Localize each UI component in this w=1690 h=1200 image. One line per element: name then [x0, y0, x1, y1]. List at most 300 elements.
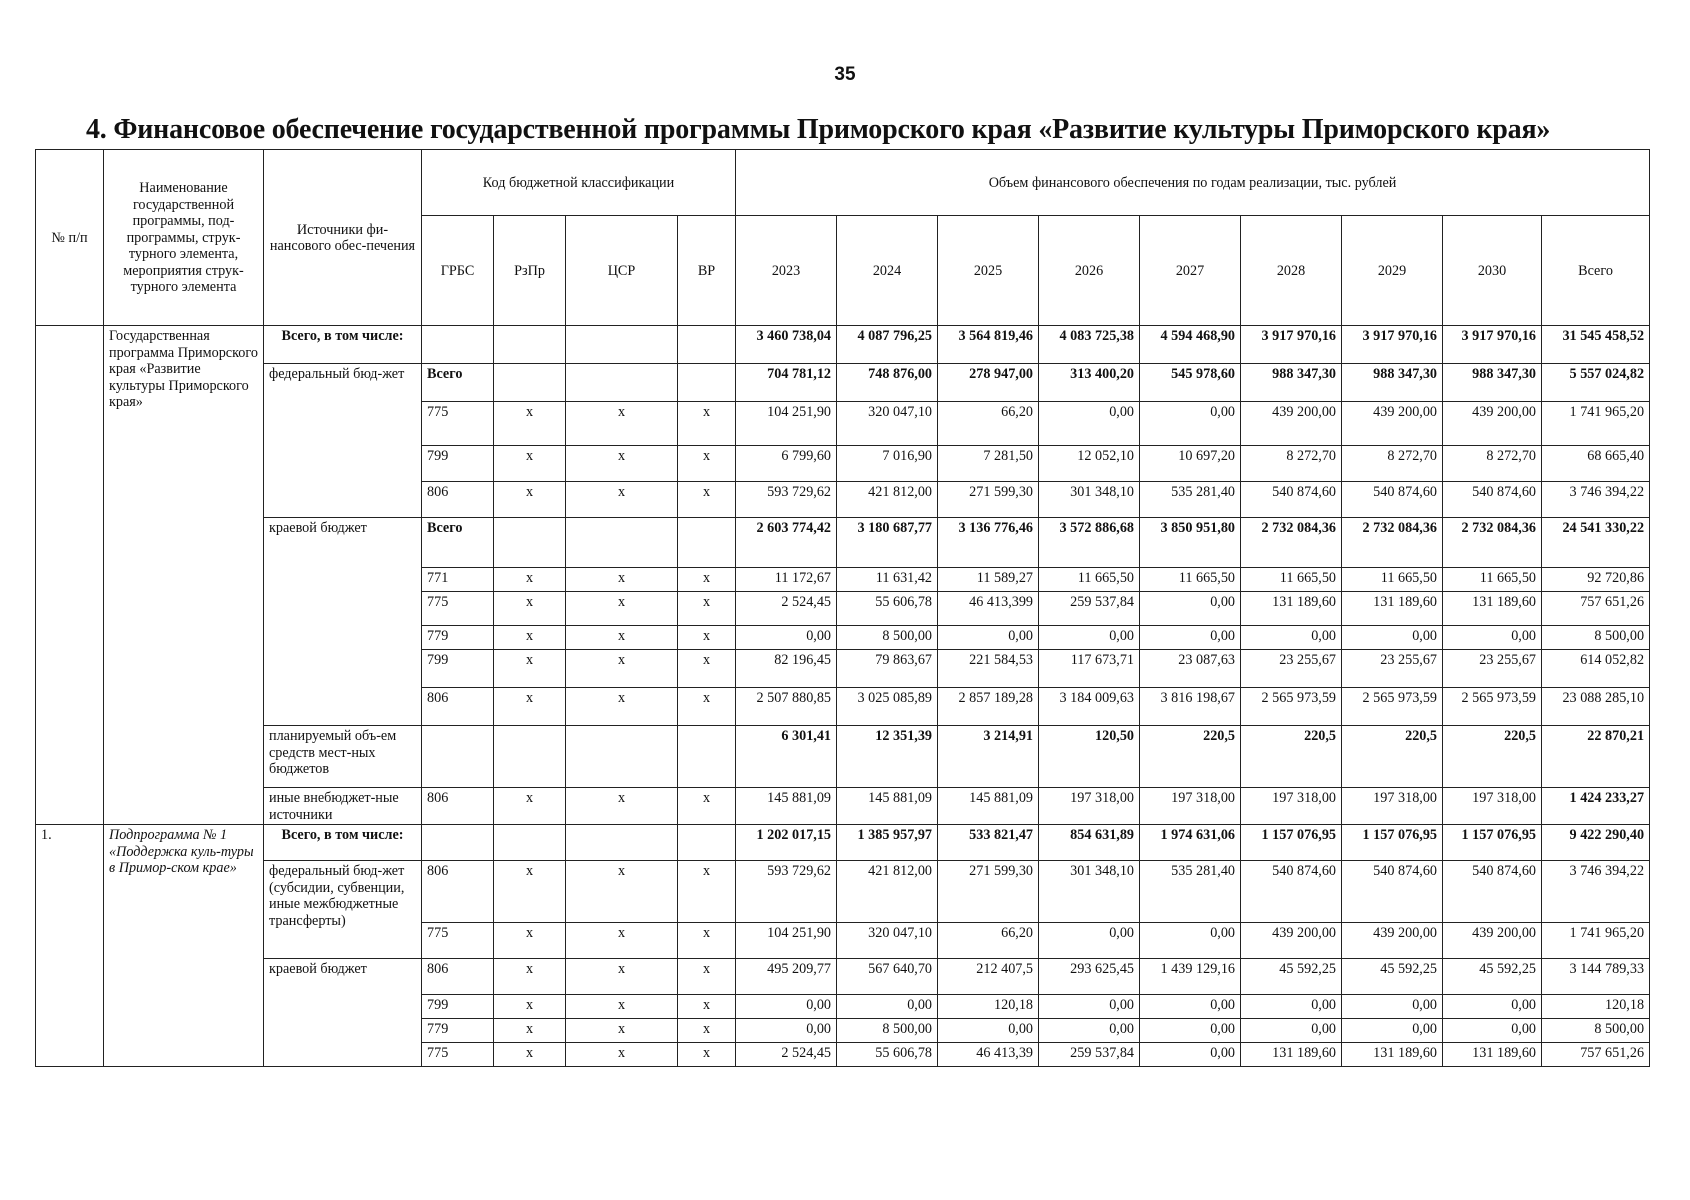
subprogram-name: Подпрограмма № 1 «Поддержка куль-туры в Примор-ском крае» — [104, 825, 264, 1067]
year-value-cell: 748 876,00 — [837, 364, 938, 402]
rzpr-cell — [494, 364, 566, 402]
header-year: 2029 — [1342, 216, 1443, 326]
total-value-cell: 8 500,00 — [1542, 1019, 1650, 1043]
header-grbs: ГРБС — [422, 216, 494, 326]
year-value-cell: 3 917 970,16 — [1443, 326, 1542, 364]
year-value-cell: 2 857 189,28 — [938, 688, 1039, 726]
year-value-cell: 0,00 — [1140, 923, 1241, 959]
year-value-cell: 0,00 — [1241, 995, 1342, 1019]
year-value-cell: 1 157 076,95 — [1342, 825, 1443, 861]
total-value-cell: 31 545 458,52 — [1542, 326, 1650, 364]
year-value-cell: 3 460 738,04 — [736, 326, 837, 364]
header-year: 2024 — [837, 216, 938, 326]
total-value-cell: 5 557 024,82 — [1542, 364, 1650, 402]
vr-cell: x — [678, 446, 736, 482]
vr-cell: x — [678, 861, 736, 923]
header-volume-group: Объем финансового обеспечения по годам реализации, тыс. рублей — [736, 150, 1650, 216]
grbs-cell: 806 — [422, 688, 494, 726]
year-value-cell: 421 812,00 — [837, 482, 938, 518]
grbs-cell: 775 — [422, 923, 494, 959]
total-value-cell: 24 541 330,22 — [1542, 518, 1650, 568]
year-value-cell: 704 781,12 — [736, 364, 837, 402]
year-value-cell: 6 301,41 — [736, 726, 837, 788]
rzpr-cell — [494, 326, 566, 364]
rzpr-cell: x — [494, 650, 566, 688]
year-value-cell: 0,00 — [837, 995, 938, 1019]
document-title: 4. Финансовое обеспечение государственной программы Приморского края «Развитие культуры Приморского края» — [86, 114, 1551, 145]
vr-cell: x — [678, 568, 736, 592]
vr-cell: x — [678, 482, 736, 518]
header-name: Наименование государственной программы, под-программы, струк-турного элемента, мероприятия струк-турного элемента — [104, 150, 264, 326]
year-value-cell: 8 500,00 — [837, 1019, 938, 1043]
table-body — [36, 326, 1650, 1067]
grbs-cell: 779 — [422, 626, 494, 650]
year-value-cell: 104 251,90 — [736, 923, 837, 959]
table-row — [36, 861, 1650, 923]
year-value-cell: 0,00 — [1241, 626, 1342, 650]
year-value-cell: 131 189,60 — [1342, 1043, 1443, 1067]
year-value-cell: 4 594 468,90 — [1140, 326, 1241, 364]
year-value-cell: 220,5 — [1140, 726, 1241, 788]
csr-cell: x — [566, 688, 678, 726]
total-value-cell: 120,18 — [1542, 995, 1650, 1019]
year-value-cell: 495 209,77 — [736, 959, 837, 995]
year-value-cell: 11 172,67 — [736, 568, 837, 592]
year-value-cell: 854 631,89 — [1039, 825, 1140, 861]
year-value-cell: 8 500,00 — [837, 626, 938, 650]
grbs-cell: 799 — [422, 995, 494, 1019]
header-year: 2023 — [736, 216, 837, 326]
rzpr-cell — [494, 726, 566, 788]
year-value-cell: 3 850 951,80 — [1140, 518, 1241, 568]
year-value-cell: 55 606,78 — [837, 1043, 938, 1067]
year-value-cell: 3 025 085,89 — [837, 688, 938, 726]
year-value-cell: 0,00 — [1140, 592, 1241, 626]
year-value-cell: 0,00 — [1140, 626, 1241, 650]
year-value-cell: 82 196,45 — [736, 650, 837, 688]
header-year: 2025 — [938, 216, 1039, 326]
year-value-cell: 0,00 — [1039, 995, 1140, 1019]
year-value-cell: 1 385 957,97 — [837, 825, 938, 861]
year-value-cell: 197 318,00 — [1342, 788, 1443, 825]
year-value-cell: 6 799,60 — [736, 446, 837, 482]
vr-cell: x — [678, 650, 736, 688]
year-value-cell: 259 537,84 — [1039, 592, 1140, 626]
table-row — [36, 364, 1650, 402]
year-value-cell: 439 200,00 — [1443, 402, 1542, 446]
csr-cell: x — [566, 1043, 678, 1067]
year-value-cell: 0,00 — [1039, 923, 1140, 959]
year-value-cell: 533 821,47 — [938, 825, 1039, 861]
year-value-cell: 11 665,50 — [1342, 568, 1443, 592]
year-value-cell: 2 732 084,36 — [1342, 518, 1443, 568]
year-value-cell: 2 732 084,36 — [1443, 518, 1542, 568]
year-value-cell: 145 881,09 — [938, 788, 1039, 825]
year-value-cell: 120,50 — [1039, 726, 1140, 788]
year-value-cell: 320 047,10 — [837, 402, 938, 446]
year-value-cell: 3 917 970,16 — [1241, 326, 1342, 364]
total-value-cell: 1 424 233,27 — [1542, 788, 1650, 825]
source-federal-label: федеральный бюд-жет (субсидии, субвенции, иные межбюджетные трансферты) — [264, 861, 422, 959]
csr-cell: x — [566, 1019, 678, 1043]
header-kbk-group: Код бюджетной классификации — [422, 150, 736, 216]
year-value-cell: 221 584,53 — [938, 650, 1039, 688]
year-value-cell: 23 255,67 — [1342, 650, 1443, 688]
program-name: Государственная программа Приморского края «Развитие культуры Приморского края» — [104, 326, 264, 825]
csr-cell: x — [566, 482, 678, 518]
year-value-cell: 988 347,30 — [1241, 364, 1342, 402]
year-value-cell: 120,18 — [938, 995, 1039, 1019]
year-value-cell: 46 413,39 — [938, 1043, 1039, 1067]
year-value-cell: 0,00 — [1140, 1043, 1241, 1067]
source-total-label: Всего, в том числе: — [264, 326, 422, 364]
csr-cell: x — [566, 568, 678, 592]
year-value-cell: 220,5 — [1443, 726, 1542, 788]
year-value-cell: 212 407,5 — [938, 959, 1039, 995]
grbs-cell: Всего — [422, 364, 494, 402]
year-value-cell: 313 400,20 — [1039, 364, 1140, 402]
year-value-cell: 2 603 774,42 — [736, 518, 837, 568]
year-value-cell: 0,00 — [938, 626, 1039, 650]
year-value-cell: 535 281,40 — [1140, 861, 1241, 923]
csr-cell: x — [566, 923, 678, 959]
rzpr-cell: x — [494, 995, 566, 1019]
csr-cell: x — [566, 861, 678, 923]
year-value-cell: 3 572 886,68 — [1039, 518, 1140, 568]
year-value-cell: 0,00 — [1443, 995, 1542, 1019]
year-value-cell: 2 565 973,59 — [1443, 688, 1542, 726]
rzpr-cell: x — [494, 788, 566, 825]
year-value-cell: 988 347,30 — [1443, 364, 1542, 402]
year-value-cell: 439 200,00 — [1443, 923, 1542, 959]
year-value-cell: 131 189,60 — [1443, 592, 1542, 626]
total-value-cell: 68 665,40 — [1542, 446, 1650, 482]
vr-cell: x — [678, 688, 736, 726]
csr-cell: x — [566, 995, 678, 1019]
csr-cell: x — [566, 592, 678, 626]
year-value-cell: 66,20 — [938, 923, 1039, 959]
header-csr: ЦСР — [566, 216, 678, 326]
year-value-cell: 540 874,60 — [1443, 482, 1542, 518]
year-value-cell: 0,00 — [736, 626, 837, 650]
table-header — [36, 150, 1650, 326]
year-value-cell: 131 189,60 — [1443, 1043, 1542, 1067]
year-value-cell: 23 255,67 — [1443, 650, 1542, 688]
header-year: 2026 — [1039, 216, 1140, 326]
vr-cell: x — [678, 402, 736, 446]
vr-cell: x — [678, 923, 736, 959]
table-row — [36, 788, 1650, 825]
csr-cell — [566, 726, 678, 788]
year-value-cell: 259 537,84 — [1039, 1043, 1140, 1067]
year-value-cell: 197 318,00 — [1140, 788, 1241, 825]
year-value-cell: 4 083 725,38 — [1039, 326, 1140, 364]
year-value-cell: 535 281,40 — [1140, 482, 1241, 518]
year-value-cell: 10 697,20 — [1140, 446, 1241, 482]
year-value-cell: 0,00 — [938, 1019, 1039, 1043]
year-value-cell: 1 974 631,06 — [1140, 825, 1241, 861]
year-value-cell: 3 917 970,16 — [1342, 326, 1443, 364]
csr-cell: x — [566, 788, 678, 825]
rzpr-cell: x — [494, 1043, 566, 1067]
rzpr-cell: x — [494, 402, 566, 446]
year-value-cell: 23 255,67 — [1241, 650, 1342, 688]
grbs-cell: 775 — [422, 592, 494, 626]
year-value-cell: 540 874,60 — [1241, 482, 1342, 518]
year-value-cell: 988 347,30 — [1342, 364, 1443, 402]
year-value-cell: 66,20 — [938, 402, 1039, 446]
csr-cell: x — [566, 959, 678, 995]
year-value-cell: 271 599,30 — [938, 482, 1039, 518]
rzpr-cell — [494, 518, 566, 568]
year-value-cell: 421 812,00 — [837, 861, 938, 923]
year-value-cell: 0,00 — [736, 1019, 837, 1043]
year-value-cell: 540 874,60 — [1443, 861, 1542, 923]
grbs-cell: 779 — [422, 1019, 494, 1043]
grbs-cell: 799 — [422, 650, 494, 688]
year-value-cell: 45 592,25 — [1241, 959, 1342, 995]
vr-cell — [678, 825, 736, 861]
rzpr-cell: x — [494, 688, 566, 726]
year-value-cell: 45 592,25 — [1342, 959, 1443, 995]
grbs-cell: Всего — [422, 518, 494, 568]
vr-cell: x — [678, 788, 736, 825]
csr-cell: x — [566, 402, 678, 446]
year-value-cell: 104 251,90 — [736, 402, 837, 446]
total-value-cell: 3 746 394,22 — [1542, 482, 1650, 518]
csr-cell — [566, 326, 678, 364]
year-value-cell: 7 016,90 — [837, 446, 938, 482]
year-value-cell: 278 947,00 — [938, 364, 1039, 402]
year-value-cell: 3 180 687,77 — [837, 518, 938, 568]
grbs-cell: 806 — [422, 788, 494, 825]
year-value-cell: 593 729,62 — [736, 861, 837, 923]
vr-cell: x — [678, 592, 736, 626]
year-value-cell: 301 348,10 — [1039, 482, 1140, 518]
year-value-cell: 8 272,70 — [1443, 446, 1542, 482]
grbs-cell — [422, 825, 494, 861]
year-value-cell: 540 874,60 — [1342, 861, 1443, 923]
total-value-cell: 9 422 290,40 — [1542, 825, 1650, 861]
page-number: 35 — [834, 64, 856, 85]
grbs-cell: 799 — [422, 446, 494, 482]
grbs-cell — [422, 726, 494, 788]
year-value-cell: 11 665,50 — [1140, 568, 1241, 592]
grbs-cell: 775 — [422, 1043, 494, 1067]
table-row — [36, 726, 1650, 788]
year-value-cell: 1 202 017,15 — [736, 825, 837, 861]
year-value-cell: 0,00 — [1140, 402, 1241, 446]
csr-cell — [566, 364, 678, 402]
year-value-cell: 540 874,60 — [1241, 861, 1342, 923]
year-value-cell: 2 732 084,36 — [1241, 518, 1342, 568]
vr-cell: x — [678, 1043, 736, 1067]
year-value-cell: 439 200,00 — [1241, 402, 1342, 446]
year-value-cell: 0,00 — [1039, 402, 1140, 446]
header-year: 2027 — [1140, 216, 1241, 326]
year-value-cell: 0,00 — [736, 995, 837, 1019]
total-value-cell: 1 741 965,20 — [1542, 923, 1650, 959]
year-value-cell: 0,00 — [1342, 626, 1443, 650]
vr-cell — [678, 518, 736, 568]
source-federal-label: федеральный бюд-жет — [264, 364, 422, 518]
rzpr-cell: x — [494, 568, 566, 592]
total-value-cell: 1 741 965,20 — [1542, 402, 1650, 446]
year-value-cell: 11 589,27 — [938, 568, 1039, 592]
year-value-cell: 220,5 — [1241, 726, 1342, 788]
row-num-cell: 1. — [36, 825, 104, 1067]
year-value-cell: 3 214,91 — [938, 726, 1039, 788]
year-value-cell: 45 592,25 — [1443, 959, 1542, 995]
year-value-cell: 2 565 973,59 — [1342, 688, 1443, 726]
rzpr-cell: x — [494, 446, 566, 482]
year-value-cell: 540 874,60 — [1342, 482, 1443, 518]
table-row — [36, 518, 1650, 568]
rzpr-cell: x — [494, 959, 566, 995]
table-row — [36, 825, 1650, 861]
grbs-cell: 806 — [422, 861, 494, 923]
year-value-cell: 0,00 — [1342, 995, 1443, 1019]
total-value-cell: 614 052,82 — [1542, 650, 1650, 688]
year-value-cell: 2 524,45 — [736, 1043, 837, 1067]
year-value-cell: 0,00 — [1342, 1019, 1443, 1043]
total-value-cell: 3 144 789,33 — [1542, 959, 1650, 995]
year-value-cell: 301 348,10 — [1039, 861, 1140, 923]
year-value-cell: 8 272,70 — [1241, 446, 1342, 482]
header-source: Источники фи-нансового обес-печения — [264, 150, 422, 326]
header-vr: ВР — [678, 216, 736, 326]
grbs-cell — [422, 326, 494, 364]
table-row — [36, 959, 1650, 995]
year-value-cell: 131 189,60 — [1241, 592, 1342, 626]
year-value-cell: 593 729,62 — [736, 482, 837, 518]
grbs-cell: 806 — [422, 959, 494, 995]
csr-cell — [566, 825, 678, 861]
year-value-cell: 0,00 — [1140, 995, 1241, 1019]
year-value-cell: 293 625,45 — [1039, 959, 1140, 995]
year-value-cell: 197 318,00 — [1443, 788, 1542, 825]
year-value-cell: 2 524,45 — [736, 592, 837, 626]
csr-cell: x — [566, 446, 678, 482]
vr-cell — [678, 364, 736, 402]
year-value-cell: 0,00 — [1039, 1019, 1140, 1043]
year-value-cell: 3 816 198,67 — [1140, 688, 1241, 726]
year-value-cell: 2 507 880,85 — [736, 688, 837, 726]
vr-cell: x — [678, 626, 736, 650]
year-value-cell: 3 184 009,63 — [1039, 688, 1140, 726]
rzpr-cell: x — [494, 592, 566, 626]
rzpr-cell — [494, 825, 566, 861]
year-value-cell: 1 157 076,95 — [1241, 825, 1342, 861]
year-value-cell: 117 673,71 — [1039, 650, 1140, 688]
header-total: Всего — [1542, 216, 1650, 326]
grbs-cell: 775 — [422, 402, 494, 446]
rzpr-cell: x — [494, 1019, 566, 1043]
year-value-cell: 197 318,00 — [1241, 788, 1342, 825]
year-value-cell: 131 189,60 — [1241, 1043, 1342, 1067]
year-value-cell: 1 439 129,16 — [1140, 959, 1241, 995]
year-value-cell: 439 200,00 — [1342, 402, 1443, 446]
header-rzpr: РзПр — [494, 216, 566, 326]
source-regional-label: краевой бюджет — [264, 518, 422, 726]
year-value-cell: 46 413,399 — [938, 592, 1039, 626]
csr-cell: x — [566, 626, 678, 650]
source-offbudget-label: иные внебюджет-ные источники — [264, 788, 422, 825]
year-value-cell: 23 087,63 — [1140, 650, 1241, 688]
year-value-cell: 12 052,10 — [1039, 446, 1140, 482]
total-value-cell: 3 746 394,22 — [1542, 861, 1650, 923]
year-value-cell: 271 599,30 — [938, 861, 1039, 923]
year-value-cell: 0,00 — [1443, 626, 1542, 650]
year-value-cell: 7 281,50 — [938, 446, 1039, 482]
year-value-cell: 567 640,70 — [837, 959, 938, 995]
header-num: № п/п — [36, 150, 104, 326]
vr-cell — [678, 726, 736, 788]
year-value-cell: 145 881,09 — [736, 788, 837, 825]
header-year: 2028 — [1241, 216, 1342, 326]
year-value-cell: 197 318,00 — [1039, 788, 1140, 825]
grbs-cell: 806 — [422, 482, 494, 518]
rzpr-cell: x — [494, 482, 566, 518]
csr-cell — [566, 518, 678, 568]
vr-cell: x — [678, 959, 736, 995]
year-value-cell: 12 351,39 — [837, 726, 938, 788]
year-value-cell: 11 665,50 — [1039, 568, 1140, 592]
total-value-cell: 92 720,86 — [1542, 568, 1650, 592]
year-value-cell: 145 881,09 — [837, 788, 938, 825]
grbs-cell: 771 — [422, 568, 494, 592]
vr-cell — [678, 326, 736, 364]
csr-cell: x — [566, 650, 678, 688]
year-value-cell: 11 665,50 — [1443, 568, 1542, 592]
rzpr-cell: x — [494, 861, 566, 923]
year-value-cell: 439 200,00 — [1241, 923, 1342, 959]
year-value-cell: 8 272,70 — [1342, 446, 1443, 482]
row-num-cell — [36, 326, 104, 825]
year-value-cell: 545 978,60 — [1140, 364, 1241, 402]
total-value-cell: 8 500,00 — [1542, 626, 1650, 650]
year-value-cell: 79 863,67 — [837, 650, 938, 688]
year-value-cell: 0,00 — [1140, 1019, 1241, 1043]
year-value-cell: 0,00 — [1039, 626, 1140, 650]
source-total-label: Всего, в том числе: — [264, 825, 422, 861]
year-value-cell: 2 565 973,59 — [1241, 688, 1342, 726]
header-year: 2030 — [1443, 216, 1542, 326]
year-value-cell: 0,00 — [1241, 1019, 1342, 1043]
year-value-cell: 0,00 — [1443, 1019, 1542, 1043]
year-value-cell: 1 157 076,95 — [1443, 825, 1542, 861]
total-value-cell: 22 870,21 — [1542, 726, 1650, 788]
year-value-cell: 3 564 819,46 — [938, 326, 1039, 364]
year-value-cell: 439 200,00 — [1342, 923, 1443, 959]
vr-cell: x — [678, 995, 736, 1019]
year-value-cell: 55 606,78 — [837, 592, 938, 626]
financing-table — [35, 149, 1650, 1067]
total-value-cell: 757 651,26 — [1542, 592, 1650, 626]
total-value-cell: 757 651,26 — [1542, 1043, 1650, 1067]
year-value-cell: 11 665,50 — [1241, 568, 1342, 592]
rzpr-cell: x — [494, 626, 566, 650]
source-local-label: планируемый объ-ем средств мест-ных бюджетов — [264, 726, 422, 788]
vr-cell: x — [678, 1019, 736, 1043]
year-value-cell: 3 136 776,46 — [938, 518, 1039, 568]
total-value-cell: 23 088 285,10 — [1542, 688, 1650, 726]
rzpr-cell: x — [494, 923, 566, 959]
year-value-cell: 4 087 796,25 — [837, 326, 938, 364]
table-row — [36, 326, 1650, 364]
source-regional-label: краевой бюджет — [264, 959, 422, 1067]
year-value-cell: 11 631,42 — [837, 568, 938, 592]
